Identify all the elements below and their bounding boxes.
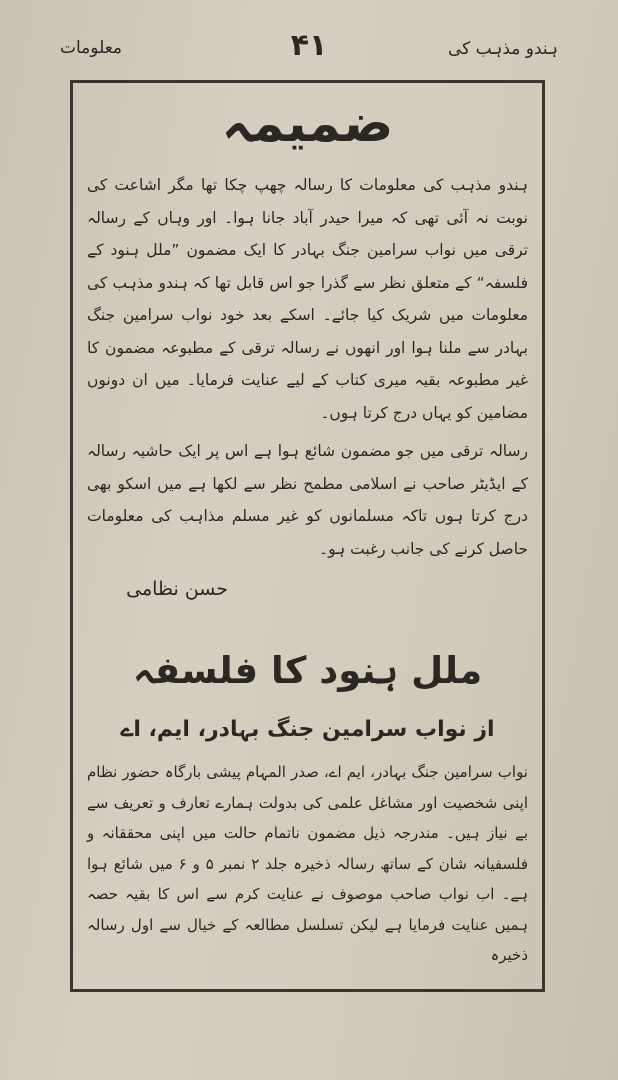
article-intro-paragraph: نواب سرامین جنگ بہادر، ایم اے، صدر المہام پیشی بارگاہ حضور نظام اپنی شخصیت اور مشاغل علمی کی بدولت ہمارے تعارف و تعریف سے بے نیاز ہیں۔ مندرجہ ذیل مضمون ناتمام حالت میں اپنی محققانہ و فلسفیانہ شان کے ساتھ رسالہ ذخیرہ جلد ۲ نمبر ۵ و ۶ میں شائع ہوا ہے۔ اب نواب صاحب موصوف نے عنایت کرم سے اس کا بقیہ حصہ ہمیں عنایت فرمایا ہے لیکن تسلسل مطالعہ کے خیال سے اول رسالہ ذخیرہ bbox=[87, 763, 528, 964]
header-book-title-right: ہندو مذہب کی bbox=[448, 39, 558, 59]
page-content bbox=[87, 83, 528, 971]
article-title: ملل ہنود کا فلسفہ bbox=[132, 649, 483, 692]
header-book-title-left: معلومات bbox=[60, 38, 123, 58]
author-signature: حسن نظامی bbox=[126, 578, 228, 600]
page-number: ۴۱ bbox=[290, 28, 328, 63]
article-byline: از نواب سرامین جنگ بہادر، ایم، اے bbox=[120, 717, 495, 742]
editor-note-paragraph: رسالہ ترقی میں جو مضمون شائع ہوا ہے اس پر ایک حاشیہ رسالہ کے ایڈیٹر صاحب نے اسلامی مطمح نظر سے لکھا ہے میں اسکو بھی درج کرتا ہوں تاکہ مسلمانوں کو غیر مسلم مذاہب کی معلومات حاصل کرنے کی جانب رغبت ہو۔ bbox=[87, 442, 528, 558]
text-frame bbox=[70, 80, 545, 992]
section-title: ضمیمہ bbox=[221, 94, 394, 154]
intro-paragraph: ہندو مذہب کی معلومات کا رسالہ چھپ چکا تھا مگر اشاعت کی نوبت نہ آئی تھی کہ میرا حیدر آباد جانا ہوا۔ اور وہاں کے رسالہ ترقی میں نواب سرامین جنگ بہادر کا ایک مضمون ”ملل ہنود کے فلسفہ“ کے متعلق نظر سے گذرا جو اس قابل تھا کہ ہندو مذہب کی معلومات میں شریک کیا جائے۔ اسکے بعد خود نواب سرامین جنگ بہادر سے ملنا ہوا اور انھوں نے رسالہ ترقی کے مطبوعہ مضمون کا غیر مطبوعہ بقیہ میری کتاب کے لیے عنایت فرمایا۔ میں ان دونوں مضامین کو یہاں درج کرتا ہوں۔ bbox=[87, 176, 528, 422]
running-header bbox=[60, 28, 558, 72]
